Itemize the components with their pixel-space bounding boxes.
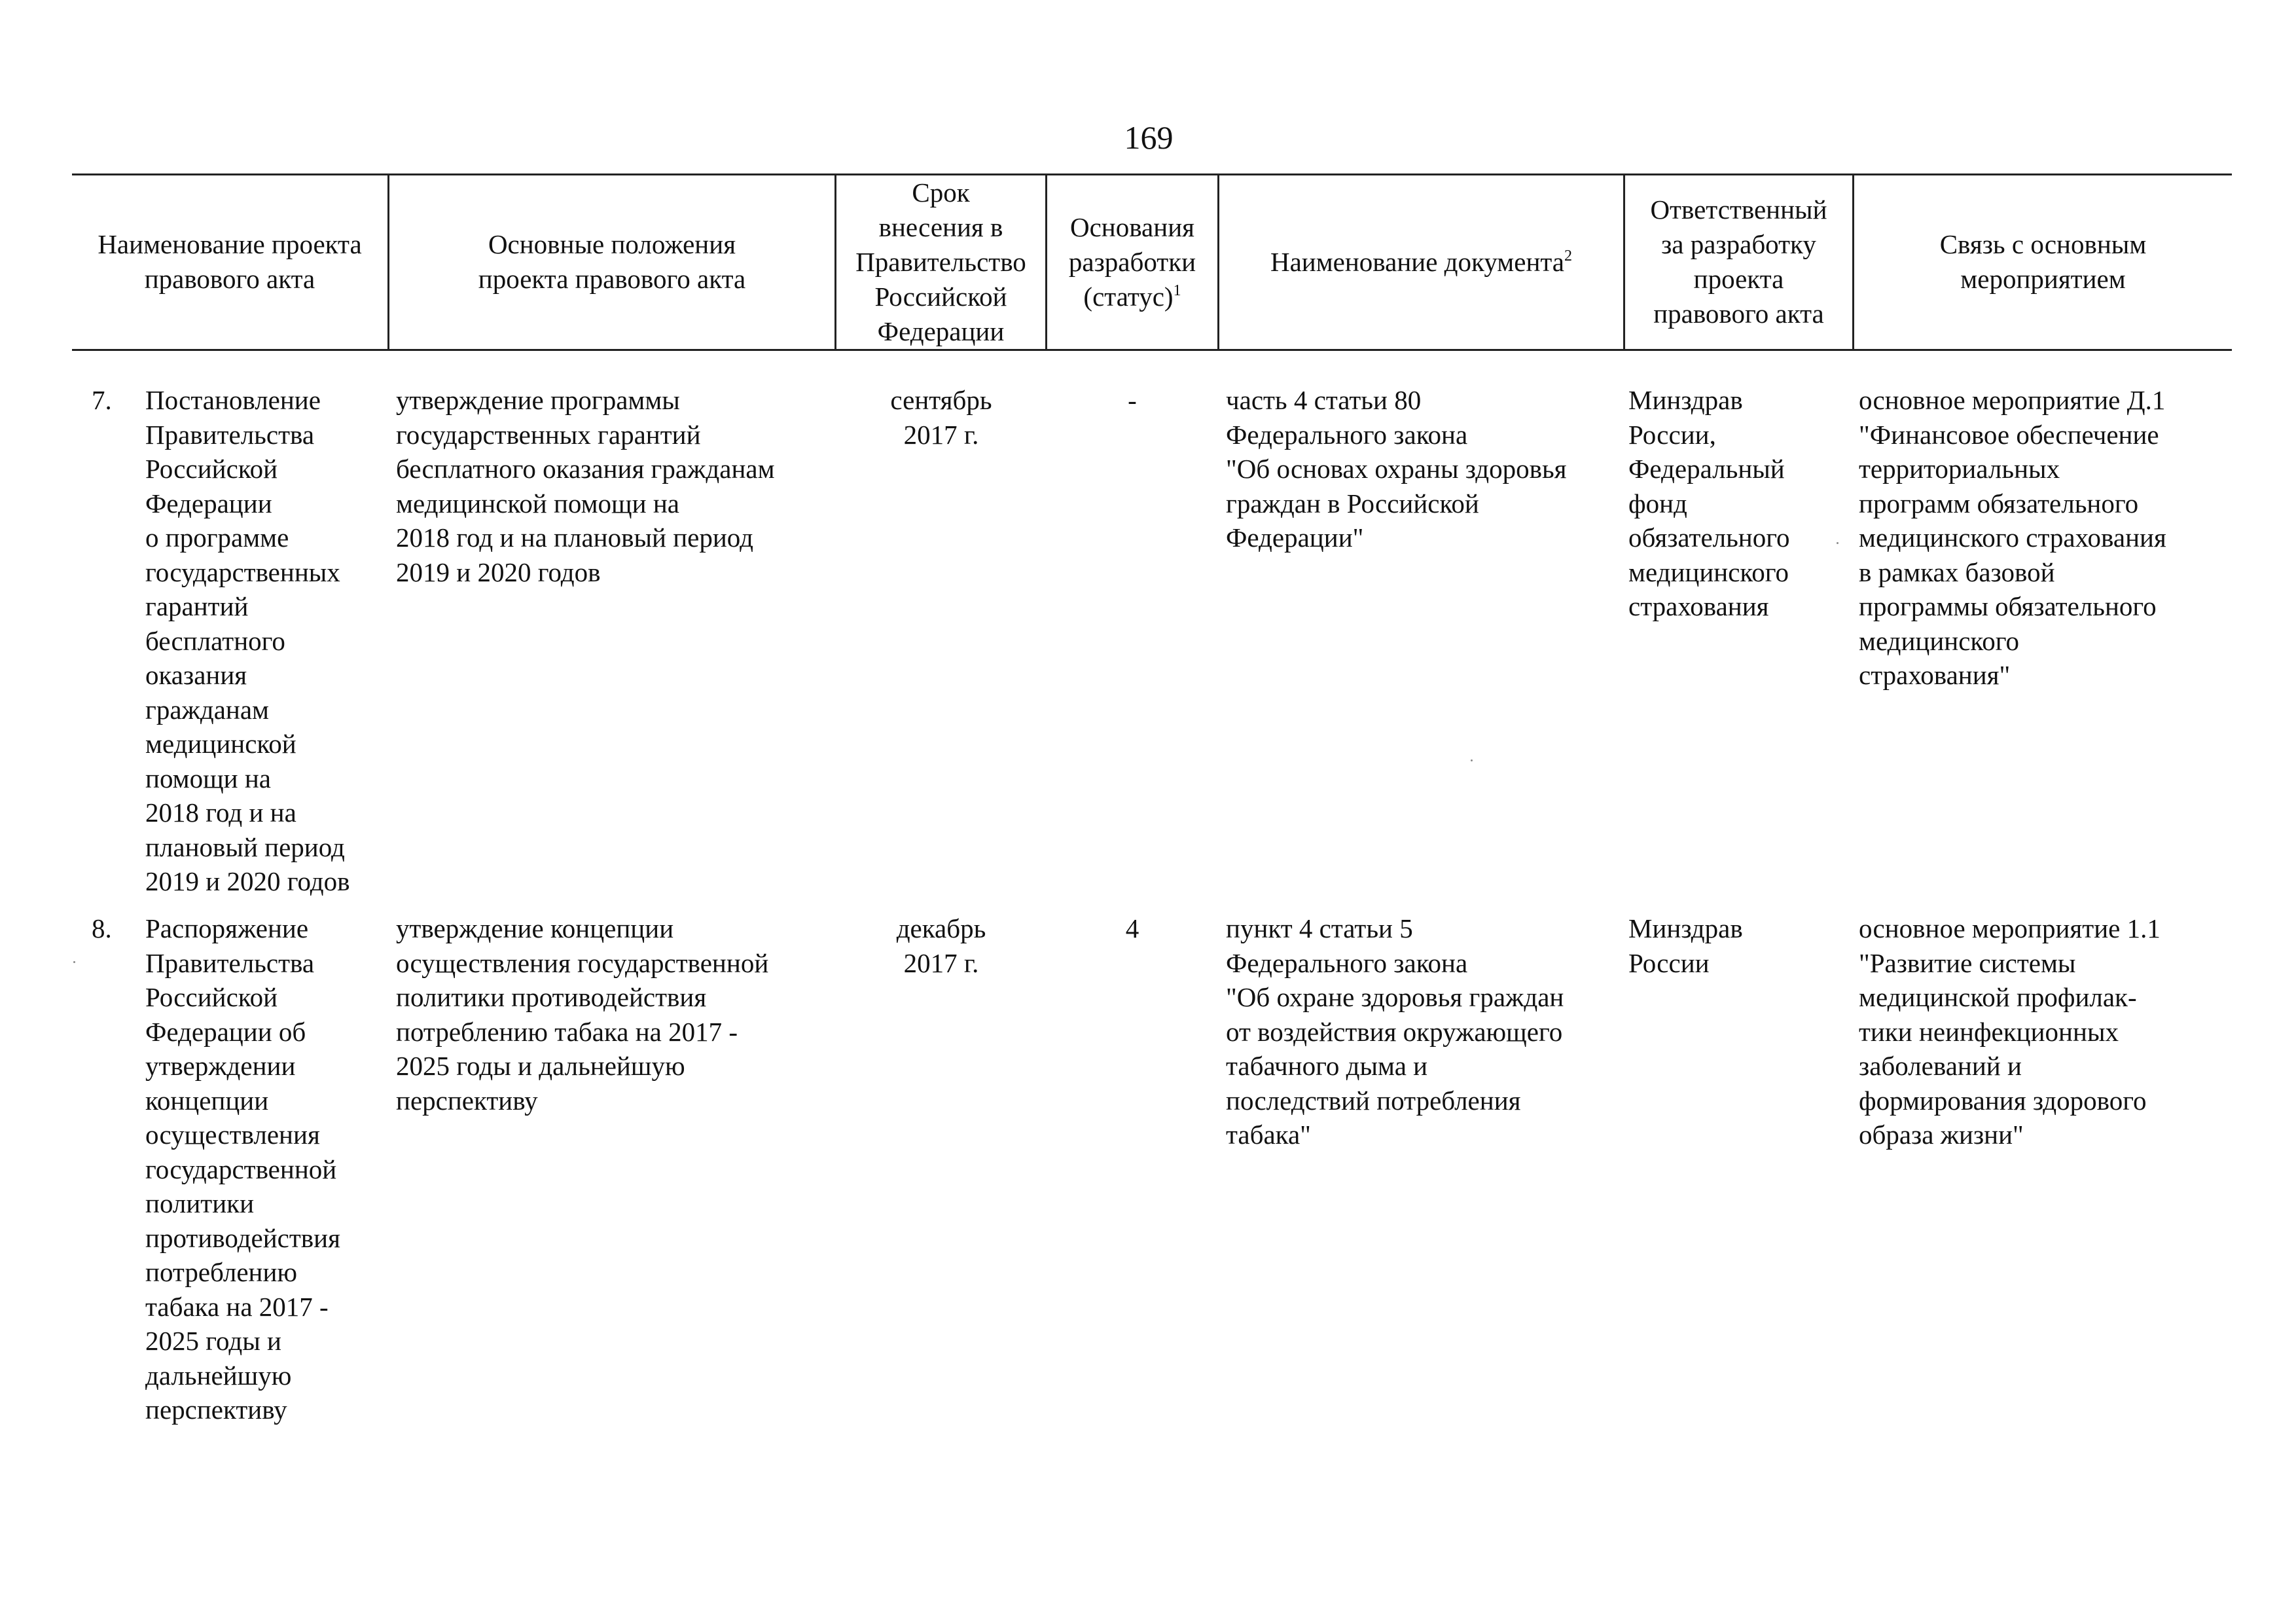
row-number: 7. (92, 385, 112, 415)
row-deadline: сентябрь 2017 г. (890, 385, 992, 450)
row-provisions: утверждение программы государственных гарантий бесплатного оказания гражданам медицинской помощи на 2018 год и на плановый период 2019 и 2020 годов (396, 385, 775, 587)
row-document: часть 4 статьи 80 Федерального закона "Об основах охраны здоровья граждан в Российской Федерации" (1226, 385, 1567, 553)
row-deadline: декабрь 2017 г. (896, 913, 986, 978)
header-name (72, 174, 387, 350)
row-responsible: Минздрав России (1628, 913, 1743, 978)
row-act-name: Распоряжение Правительства Российской Федерации об утверждении концепции осуществления государственной политики противодействия потреблению табака на 2017 - 2025 годы и дальнейшую перспективу (145, 913, 340, 1425)
header-document-text: Наименование документа (1270, 246, 1565, 277)
header-document-footnote: 2 (1564, 247, 1573, 264)
scan-speck (73, 961, 75, 963)
row-main-measure: основное мероприятие 1.1 "Развитие системы медицинской профилак- тики неинфекционных заболеваний и формирования здорового образа жизни" (1859, 913, 2161, 1150)
row-basis: - (1128, 385, 1137, 415)
header-provisions (389, 174, 834, 350)
row-number: 8. (92, 913, 112, 943)
row-provisions: утверждение концепции осуществления государственной политики противодействия потреблению табака на 2017 - 2025 годы и дальнейшую перспективу (396, 913, 769, 1116)
header-document-wrap (1270, 245, 1572, 280)
header-link (1854, 174, 2232, 350)
header-link-text: Связь с основным мероприятием (1939, 229, 2147, 294)
header-basis (1047, 174, 1217, 350)
header-name-text: Наименование проекта правового акта (98, 229, 362, 294)
header-responsible (1625, 174, 1852, 350)
row-basis: 4 (1125, 913, 1139, 943)
page-number: 169 (1124, 119, 1174, 156)
header-document (1219, 174, 1623, 350)
header-deadline (836, 174, 1045, 350)
row-act-name: Постановление Правительства Российской Федерации о программе государственных гарантий бесплатного оказания гражданам медицинской помощи на 2018 год и на плановый период 2019 и 2020 годов (145, 385, 350, 896)
header-basis-footnote: 1 (1173, 282, 1181, 299)
header-basis-wrap (1069, 210, 1196, 314)
row-responsible: Минздрав России, Федеральный фонд обязательного медицинского страхования (1628, 385, 1790, 621)
row-document: пункт 4 статьи 5 Федерального закона "Об охране здоровья граждан от воздействия окружающего табачного дыма и последствий потребления табака" (1226, 913, 1564, 1150)
header-responsible-text: Ответственный за разработку проекта правового акта (1650, 194, 1827, 329)
header-provisions-text: Основные положения проекта правового акта (478, 229, 746, 294)
scan-speck (1471, 759, 1473, 761)
header-basis-text: Основания разработки (статус) (1068, 211, 1196, 312)
row-main-measure: основное мероприятие Д.1 "Финансовое обеспечение территориальных программ обязательного медицинского страхования в рамках базовой программы обязательного медицинского страхования" (1859, 385, 2166, 690)
scan-speck (1837, 542, 1839, 544)
header-deadline-text: Срок внесения в Правительство Российской Федерации (855, 177, 1026, 346)
